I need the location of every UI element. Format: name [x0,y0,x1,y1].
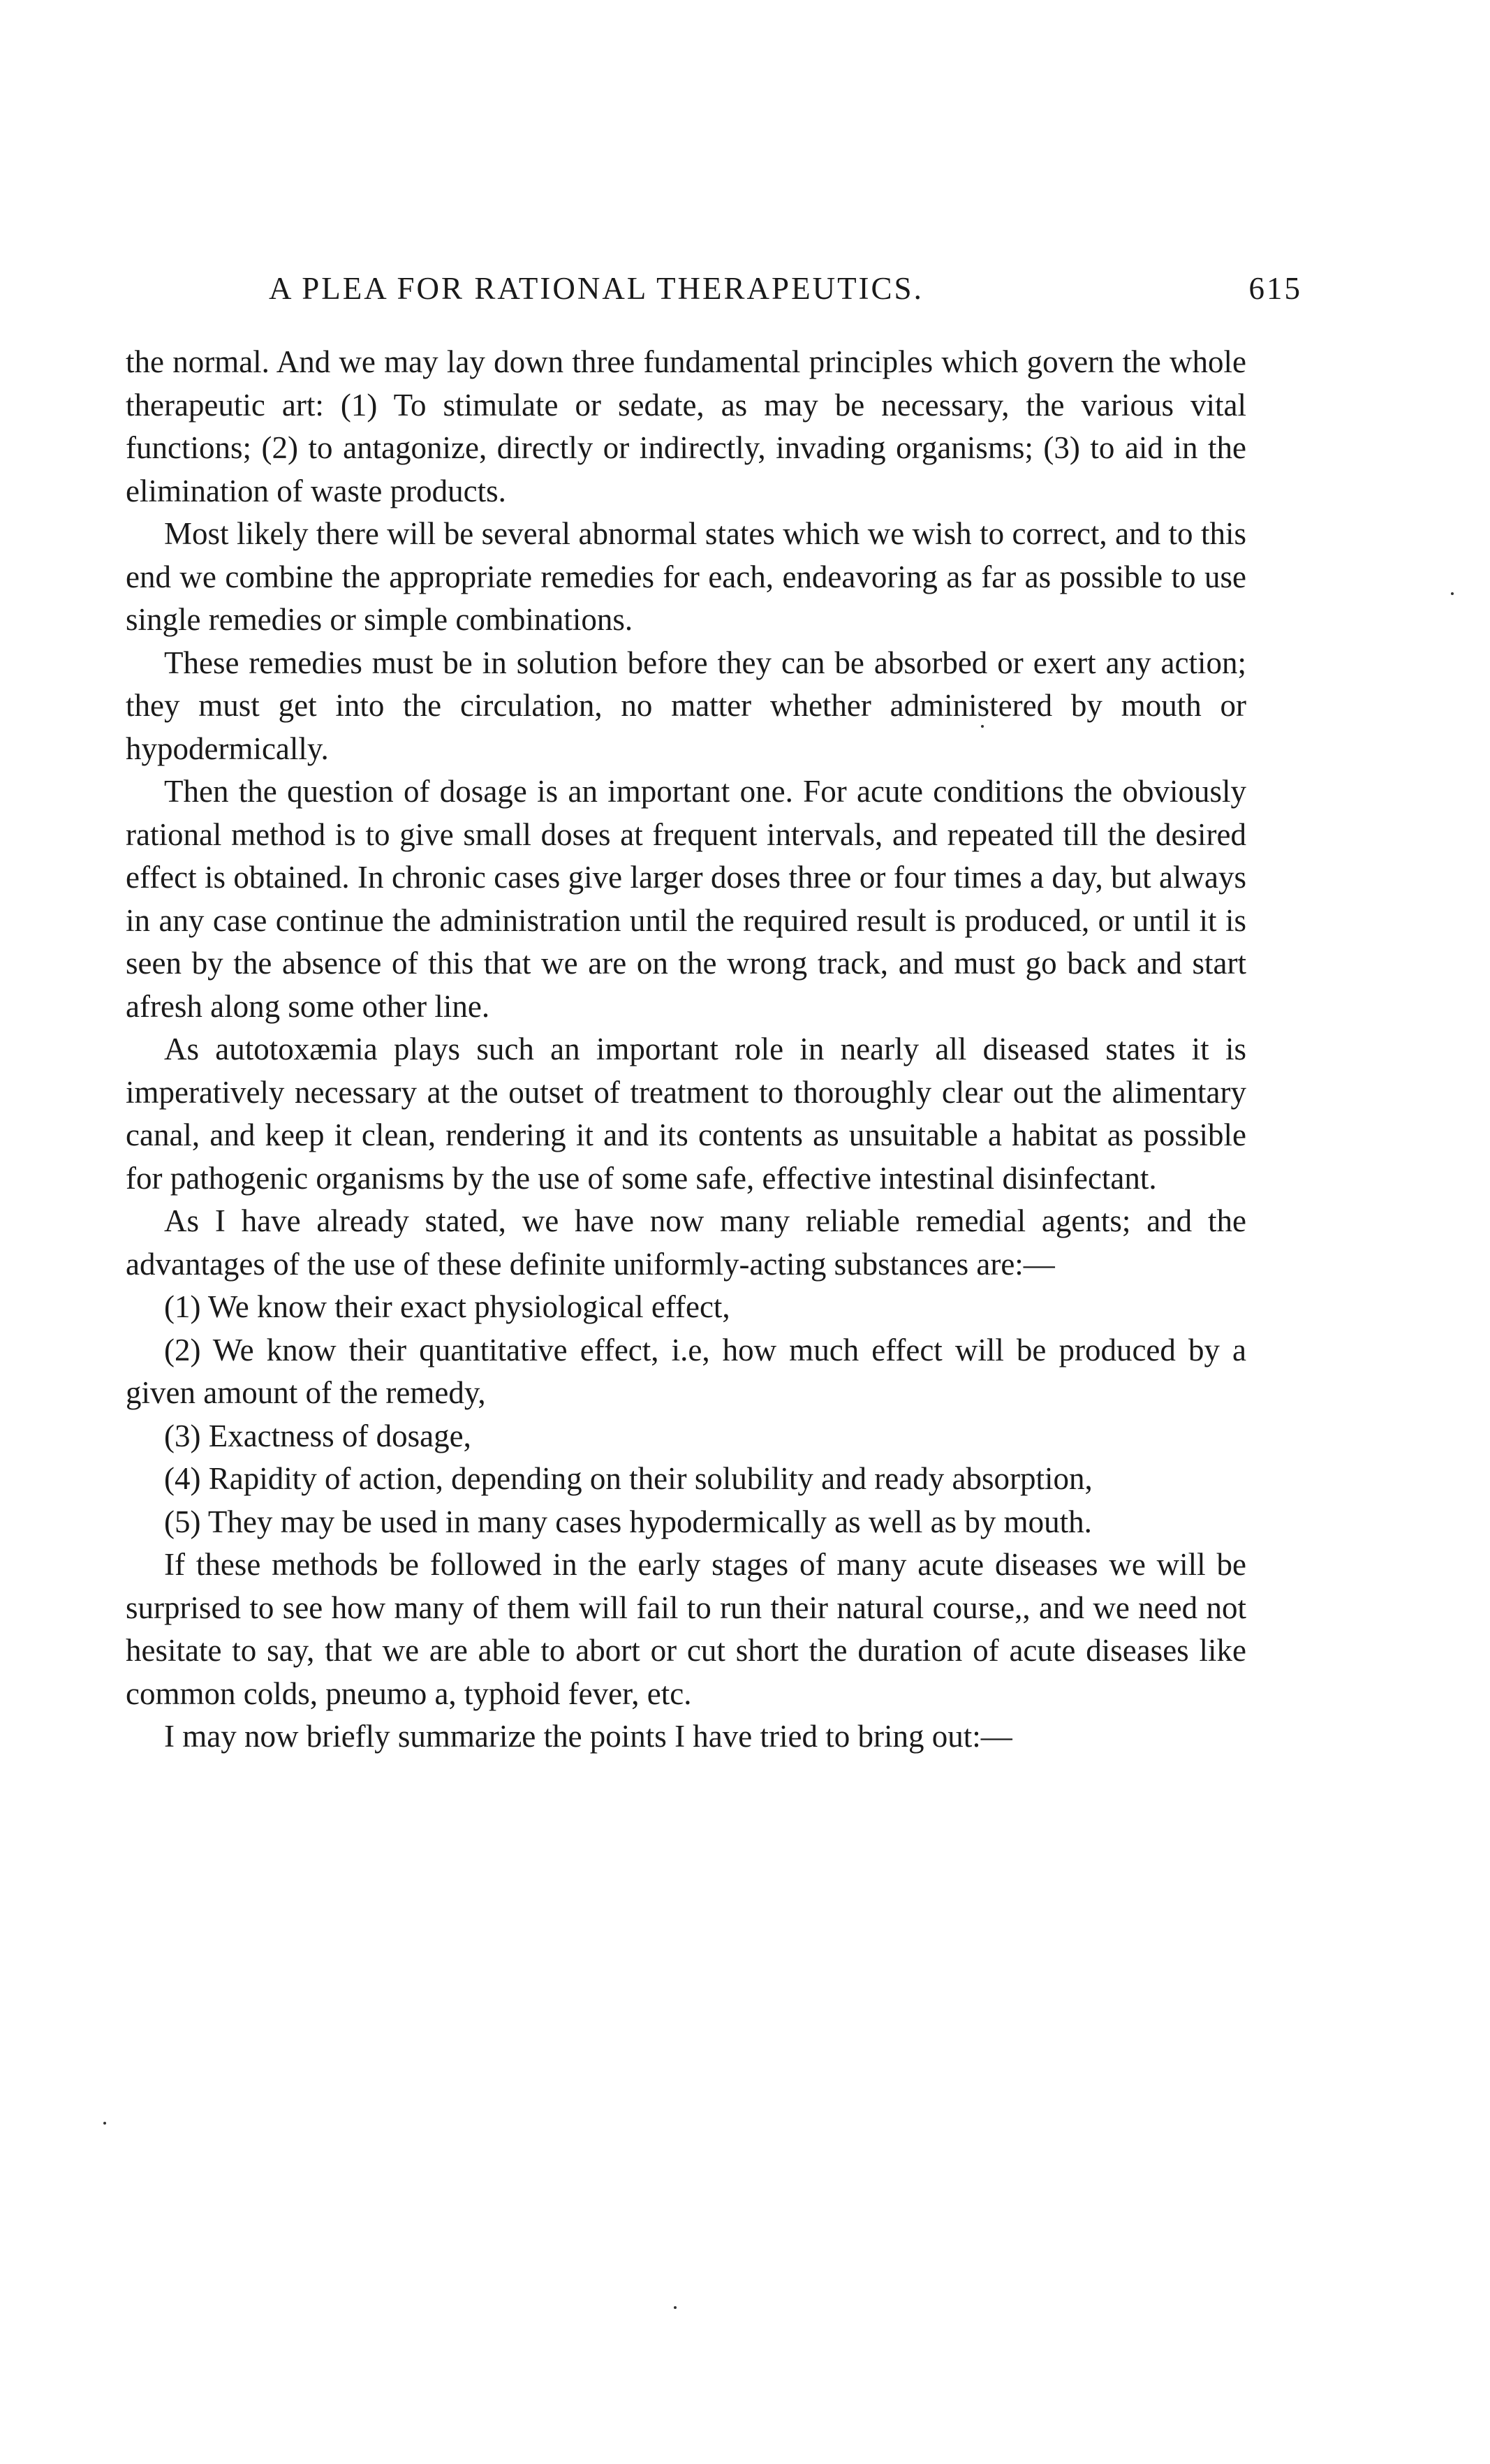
list-item: (5) They may be used in many cases hypodermically as well as by mouth. [164,1504,1092,1539]
scan-speck [674,2306,677,2309]
paragraph: If these methods be followed in the early stages of many acute diseases we will be surprised to see how many of them will fail to run their natural course,, and we need not hesitate to say, that we are able to abort or cut short the duration of acute diseases like common colds, pneumo a, typhoid fever, etc. [126,1547,1246,1711]
paragraph: These remedies must be in solution before they can be absorbed or exert any action; they must get into the circulation, no matter whether administered by mouth or hypodermically. [126,645,1246,766]
scan-speck [1451,592,1454,595]
paragraph-continued: the normal. And we may lay down three fundamental principles which govern the whole therapeutic art: (1) To stimulate or sedate, as may be necessary, the various vital functions; (2) to antagonize, directly or indirectly, invading organisms; (3) to aid in the elimination of waste products. [126,344,1246,508]
paragraph: As autotoxæmia plays such an important role in nearly all diseased states it is imperatively necessary at the outset of treatment to thoroughly clear out the alimentary canal, and keep it clean, rendering it and its contents as unsuitable a habitat as possible for pathogenic organisms by the use of some safe, effective intestinal disinfectant. [126,1032,1246,1196]
running-title: A PLEA FOR RATIONAL THERAPEUTICS. [269,271,924,306]
list-item: (3) Exactness of dosage, [164,1418,471,1453]
scan-speck [103,2122,106,2125]
list-item: (2) We know their quantitative effect, i.e, how much effect will be produced by a given amount of the remedy, [126,1332,1246,1410]
scan-speck [981,725,984,728]
list-item: (4) Rapidity of action, depending on their solubility and ready absorption, [164,1461,1093,1496]
body-text [126,341,1246,1759]
paragraph: Then the question of dosage is an important one. For acute conditions the obviously rational method is to give small doses at frequent intervals, and repeated till the desired effect is obtained. In chronic cases give larger doses three or four times a day, but always in any case continue the administration until the required result is produced, or until it is seen by the absence of this that we are on the wrong track, and must go back and start afresh along some other line. [126,774,1246,1024]
paragraph: Most likely there will be several abnormal states which we wish to correct, and to this end we combine the appropriate remedies for each, endeavoring as far as possible to use single remedies or simple combinations. [126,516,1246,637]
paragraph: I may now briefly summarize the points I have tried to bring out:— [164,1719,1012,1754]
running-head [126,264,1302,313]
list-item: (1) We know their exact physiological effect, [164,1289,730,1324]
page-number: 615 [1248,271,1302,306]
paragraph: As I have already stated, we have now many reliable remedial agents; and the advantages of the use of these definite uniformly-acting substances are:— [126,1203,1246,1282]
